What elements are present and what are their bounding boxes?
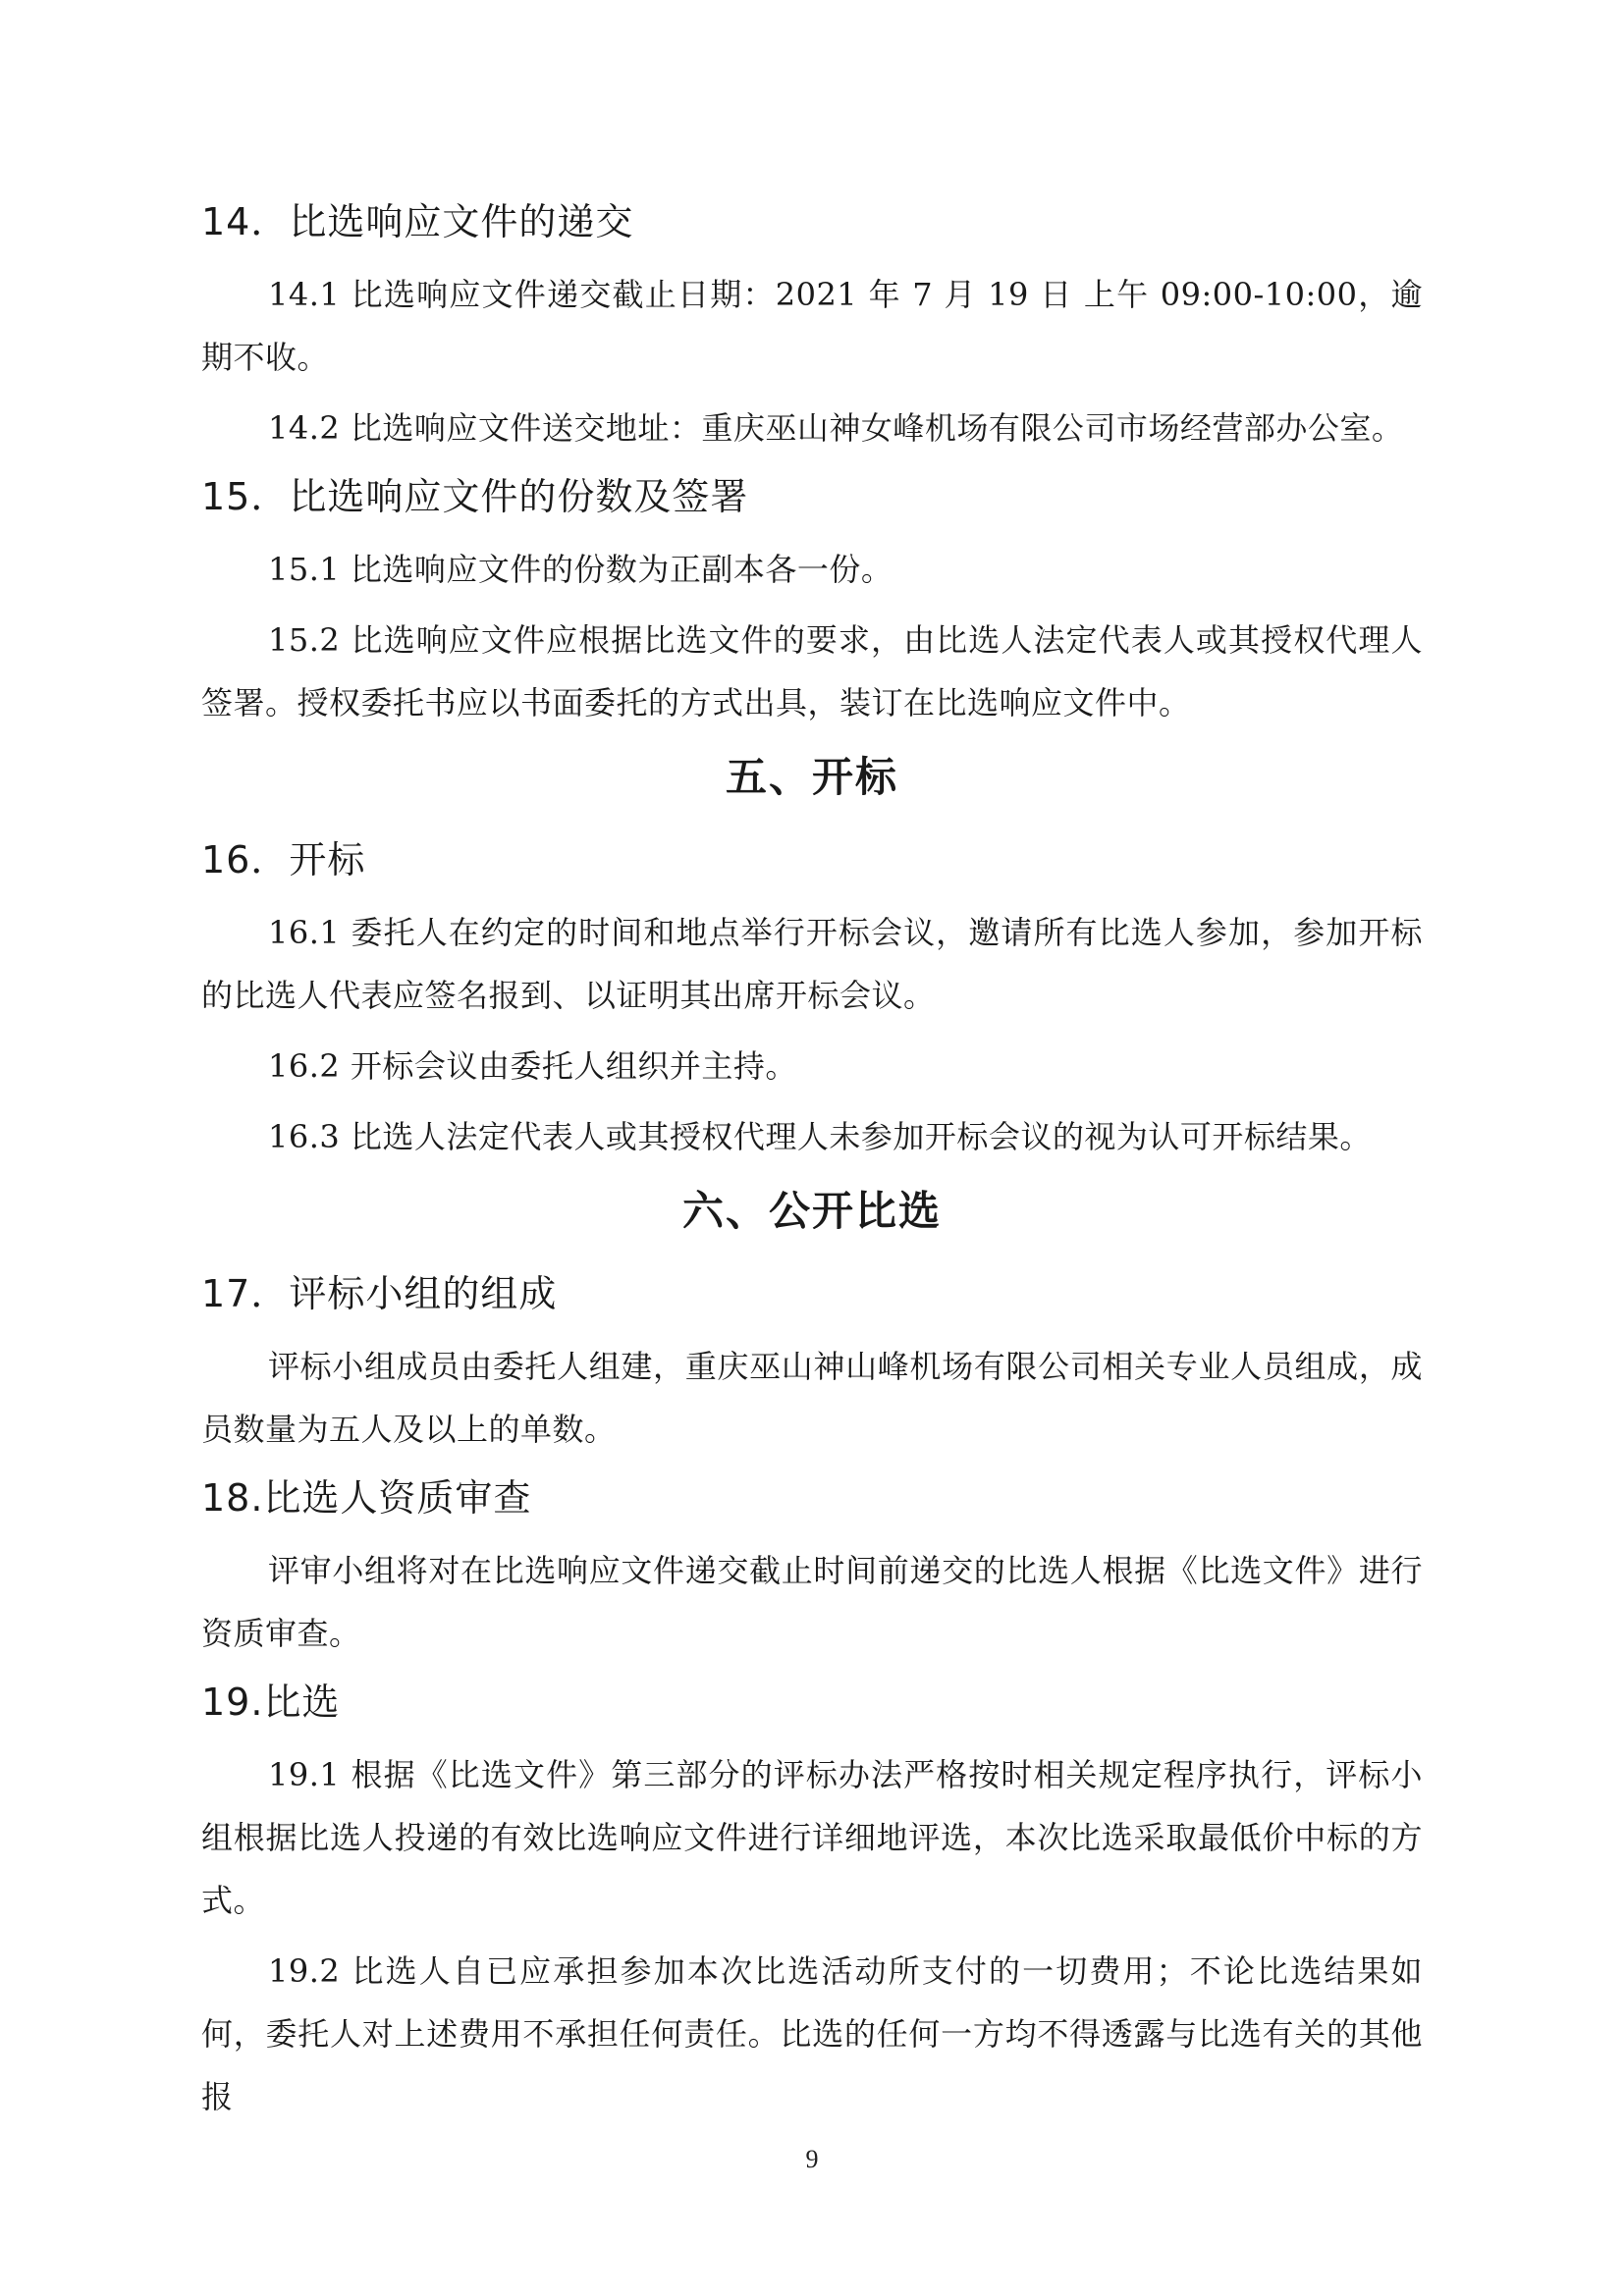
heading-14: 14．比选响应文件的递交 (201, 200, 634, 243)
paragraph-17: 评标小组成员由委托人组建，重庆巫山神山峰机场有限公司相关专业人员组成，成员数量为五人及以上的单数。 (201, 1348, 1423, 1448)
paragraph-15-1: 15.1 比选响应文件的份数为正副本各一份。 (268, 551, 893, 588)
paragraph-18: 评审小组将对在比选响应文件递交截止时间前递交的比选人根据《比选文件》进行资质审查。 (201, 1552, 1423, 1652)
section-title-6: 六、公开比选 (681, 1187, 942, 1235)
paragraph-19-1: 19.1 根据《比选文件》第三部分的评标办法严格按时相关规定程序执行，评标小组根据比选人投递的有效比选响应文件进行详细地评选，本次比选采取最低价中标的方式。 (201, 1756, 1423, 1919)
paragraph-14-2: 14.2 比选响应文件送交地址：重庆巫山神女峰机场有限公司市场经营部办公室。 (268, 409, 1404, 447)
page-content (201, 192, 1423, 2136)
heading-17: 17．评标小组的组成 (201, 1272, 558, 1315)
paragraph-16-3: 16.3 比选人法定代表人或其授权代理人未参加开标会议的视为认可开标结果。 (268, 1118, 1372, 1155)
paragraph-16-1: 16.1 委托人在约定的时间和地点举行开标会议，邀请所有比选人参加，参加开标的比选人代表应签名报到、以证明其出席开标会议。 (201, 914, 1423, 1014)
paragraph-15-2: 15.2 比选响应文件应根据比选文件的要求，由比选人法定代表人或其授权代理人签署。授权委托书应以书面委托的方式出具，装订在比选响应文件中。 (201, 621, 1423, 721)
heading-19: 19.比选 (201, 1681, 341, 1724)
paragraph-16-2: 16.2 开标会议由委托人组织并主持。 (268, 1047, 797, 1085)
page-number: 9 (805, 2145, 819, 2173)
heading-18: 18.比选人资质审查 (201, 1476, 532, 1520)
section-title-5: 五、开标 (725, 753, 898, 801)
heading-15: 15．比选响应文件的份数及签署 (201, 475, 749, 518)
paragraph-14-1: 14.1 比选响应文件递交截止日期：2021 年 7 月 19 日 上午 09:00-10:00，逾期不收。 (201, 276, 1423, 376)
paragraph-19-2: 19.2 比选人自已应承担参加本次比选活动所支付的一切费用；不论比选结果如何，委托人对上述费用不承担任何责任。比选的任何一方均不得透露与比选有关的其他报 (201, 1952, 1423, 2115)
heading-16: 16．开标 (201, 838, 366, 881)
